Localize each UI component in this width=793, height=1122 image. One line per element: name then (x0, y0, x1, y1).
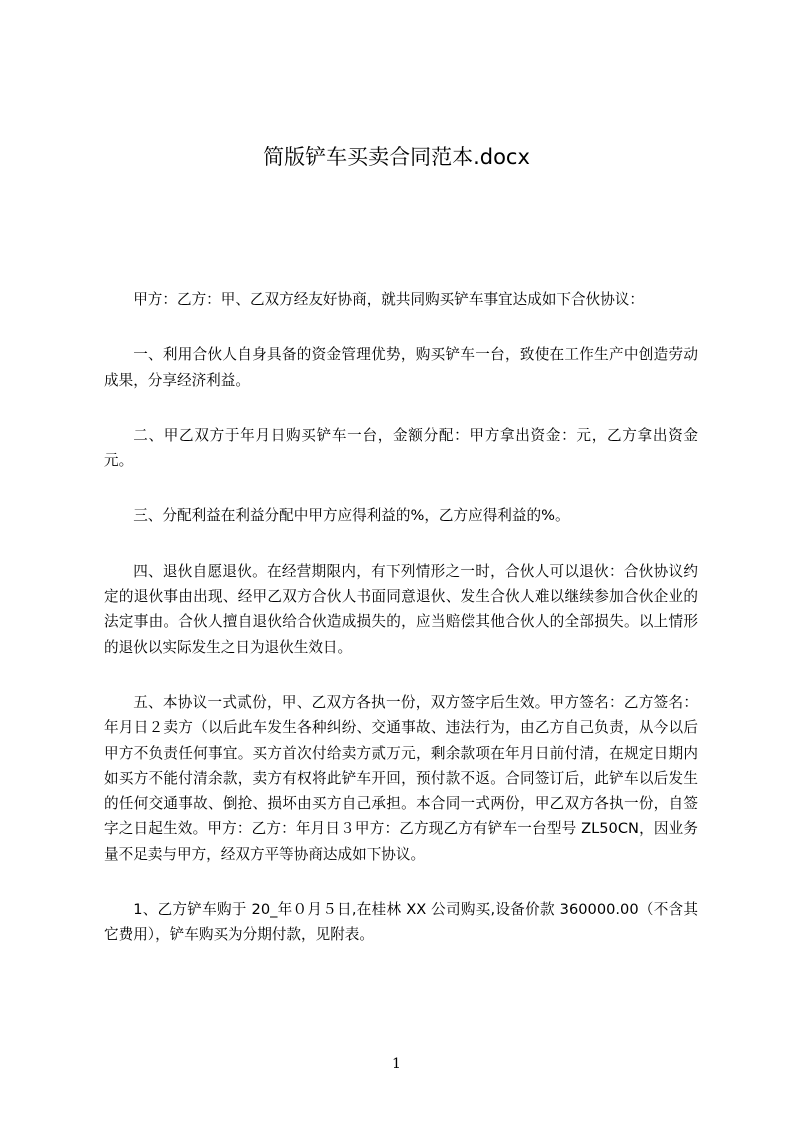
paragraph-item-1: 1、乙方铲车购于 20_年０月５日,在桂林 XX 公司购买,设备价款 360000.00（不含其它费用），铲车购买为分期付款，见附表。 (104, 901, 698, 944)
document-title: 简版铲车买卖合同范本.docx (263, 145, 530, 169)
paragraph-intro: 甲方：乙方：甲、乙双方经友好协商，就共同购买铲车事宜达成如下合伙协议： (133, 291, 644, 308)
paragraph-clause-5: 五、本协议一式贰份，甲、乙双方各执一份，双方签字后生效。甲方签名：乙方签名：年月日２卖方（以后此车发生各种纠纷、交通事故、违法行为，由乙方自己负责，从今以后甲方不负责任何事宜。买方首次付给卖方贰万元，剩余款项在年月日前付清，在规定日期内如买方不能付清余款，卖方有权将此铲车开回，预付款不返。合同签订后，此铲车以后发生的任何交通事故、倒抢、损坏由买方自己承担。本合同一式两份，甲乙双方各执一份，自签字之日起生效。甲方：乙方：年月日３甲方：乙方现乙方有铲车一台型号 ZL50CN，因业务量不足卖与甲方，经双方平等协商达成如下协议。 (104, 693, 698, 863)
paragraph-clause-2: 二、甲乙双方于年月日购买铲车一台，金额分配：甲方拿出资金：元，乙方拿出资金元。 (104, 426, 698, 470)
paragraph-clause-1: 一、利用合伙人自身具备的资金管理优势，购买铲车一台，致使在工作生产中创造劳动成果，分享经济利益。 (104, 346, 698, 389)
paragraph-clause-3: 三、分配利益在利益分配中甲方应得利益的%，乙方应得利益的%。 (133, 507, 570, 525)
page-number: 1 (392, 1056, 401, 1072)
document-body (104, 287, 698, 978)
paragraph-clause-4: 四、退伙自愿退伙。在经营期限内，有下列情形之一时，合伙人可以退伙：合伙协议约定的退伙事由出现、经甲乙双方合伙人书面同意退伙、发生合伙人难以继续参加合伙企业的法定事由。合伙人擅自退伙给合伙造成损失的，应当赔偿其他合伙人的全部损失。以上情形的退伙以实际发生之日为退伙生效日。 (104, 562, 698, 656)
